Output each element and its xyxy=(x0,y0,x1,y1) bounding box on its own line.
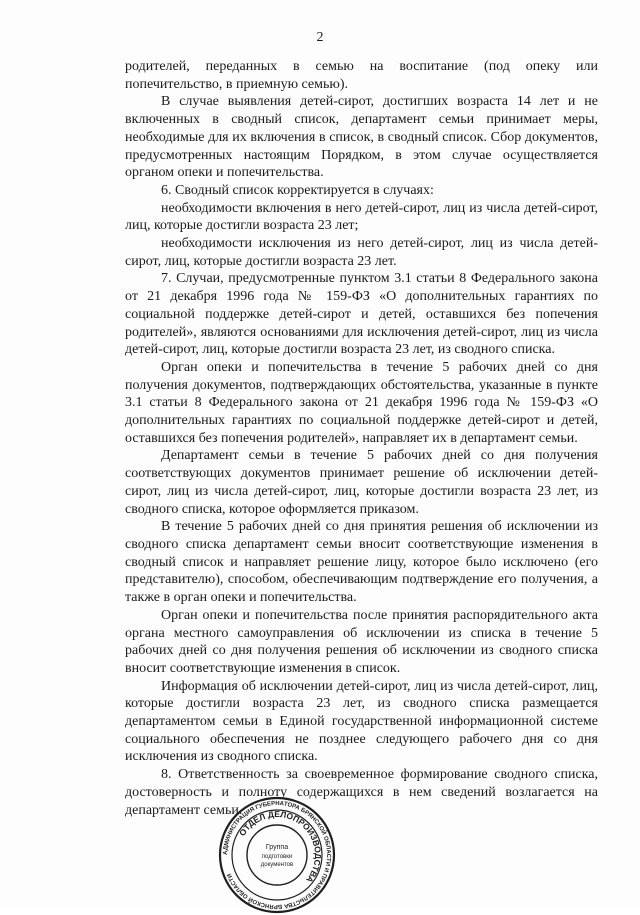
paragraph-3: 6. Сводный список корректируется в случаях: xyxy=(161,182,434,198)
document-body xyxy=(125,58,598,819)
paragraph-9: В течение 5 рабочих дней со дня принятия решения об исключении из сводного списка департамент семьи вносит соответствующие изменения в сводный список и направляет решение лицу, которое было исключено (его представителю), способом, обеспечивающим подтверждение его получения, а также в орган опеки и попечительства. xyxy=(125,519,598,606)
paragraph-4: необходимости включения в него детей-сирот, лиц из числа детей-сирот, лиц, которые достигли возраста 23 лет; xyxy=(125,200,598,234)
stamp-center-line-3: документов xyxy=(260,862,294,868)
paragraph-11: Информация об исключении детей-сирот, лиц из числа детей-сирот, лиц, которые достигли возраста 23 лет, из сводного списка размещается департаментом семьи в Единой государственной информационной системе социального обеспечения не позднее следующего рабочего дня со дня исключения из сводного списка. xyxy=(125,678,598,765)
paragraph-5: необходимости исключения из него детей-сирот, лиц из числа детей-сирот, лиц, которые достигли возраста 23 лет. xyxy=(125,236,598,269)
paragraph-7: Орган опеки и попечительства в течение 5 рабочих дней со дня получения документов, подтверждающих обстоятельства, указанные в пункте 3.1 статьи 8 Федерального закона от 21 декабря 1996 года № 159-ФЗ «О дополнительных гарантиях по социальной поддержке детей-сирот и детей, оставшихся без попечения родителей», направляет их в департамент семьи. xyxy=(125,359,598,446)
paragraph-10: Орган опеки и попечительства после принятия распорядительного акта органа местного самоуправления об исключении из списка в течение 5 рабочих дней со дня получения решения об исключении из сводного списка вносит соответствующие изменения в список. xyxy=(125,607,598,676)
paragraph-1: родителей, переданных в семью на воспитание (под опеку или попечительство, в приемную семью). xyxy=(125,59,598,92)
stamp-department-text: ОТДЕЛ ДЕЛОПРОИЗВОДСТВА xyxy=(236,808,324,885)
paragraph-8: Департамент семьи в течение 5 рабочих дней со дня получения соответствующих документов принимает решение об исключении детей-сирот, лиц из числа детей-сирот, лиц, которые достигли возраста 23 лет, из сводного списка, которое оформляется приказом. xyxy=(125,448,598,517)
page-number: 2 xyxy=(316,30,324,45)
department-stamp xyxy=(217,795,337,915)
stamp-center-line-2: подготовки xyxy=(261,854,293,860)
paragraph-12: 8. Ответственность за своевременное формирование сводного списка, достоверность и полноту содержащихся в нем сведений возлагается на департамент семьи. xyxy=(125,767,598,818)
paragraph-2: В случае выявления детей-сирот, достигших возраста 14 лет и не включенных в сводный список, департамент семьи принимает меры, необходимые для их включения в список, в сводный список. Сбор документов, предусмотренных настоящим Порядком, в этом случае осуществляется органом опеки и попечительства. xyxy=(125,94,598,181)
stamp-ring-text: АДМИНИСТРАЦИЯ ГУБЕРНАТОРА БРЯНСКОЙ ОБЛАСТИ И ПРАВИТЕЛЬСТВА БРЯНСКОЙ ОБЛАСТИ xyxy=(222,800,332,910)
stamp-center-line-1: Группа xyxy=(265,844,289,851)
paragraph-6: 7. Случаи, предусмотренные пунктом 3.1 статьи 8 Федерального закона от 21 декабря 1996 года № 159-ФЗ «О дополнительных гарантиях по социальной поддержке детей-сирот и детей, оставшихся без попечения родителей», являются основаниями для исключения детей-сирот, лиц из числа детей-сирот, лиц, которые достигли возраста 23 лет, из сводного списка. xyxy=(125,271,598,358)
